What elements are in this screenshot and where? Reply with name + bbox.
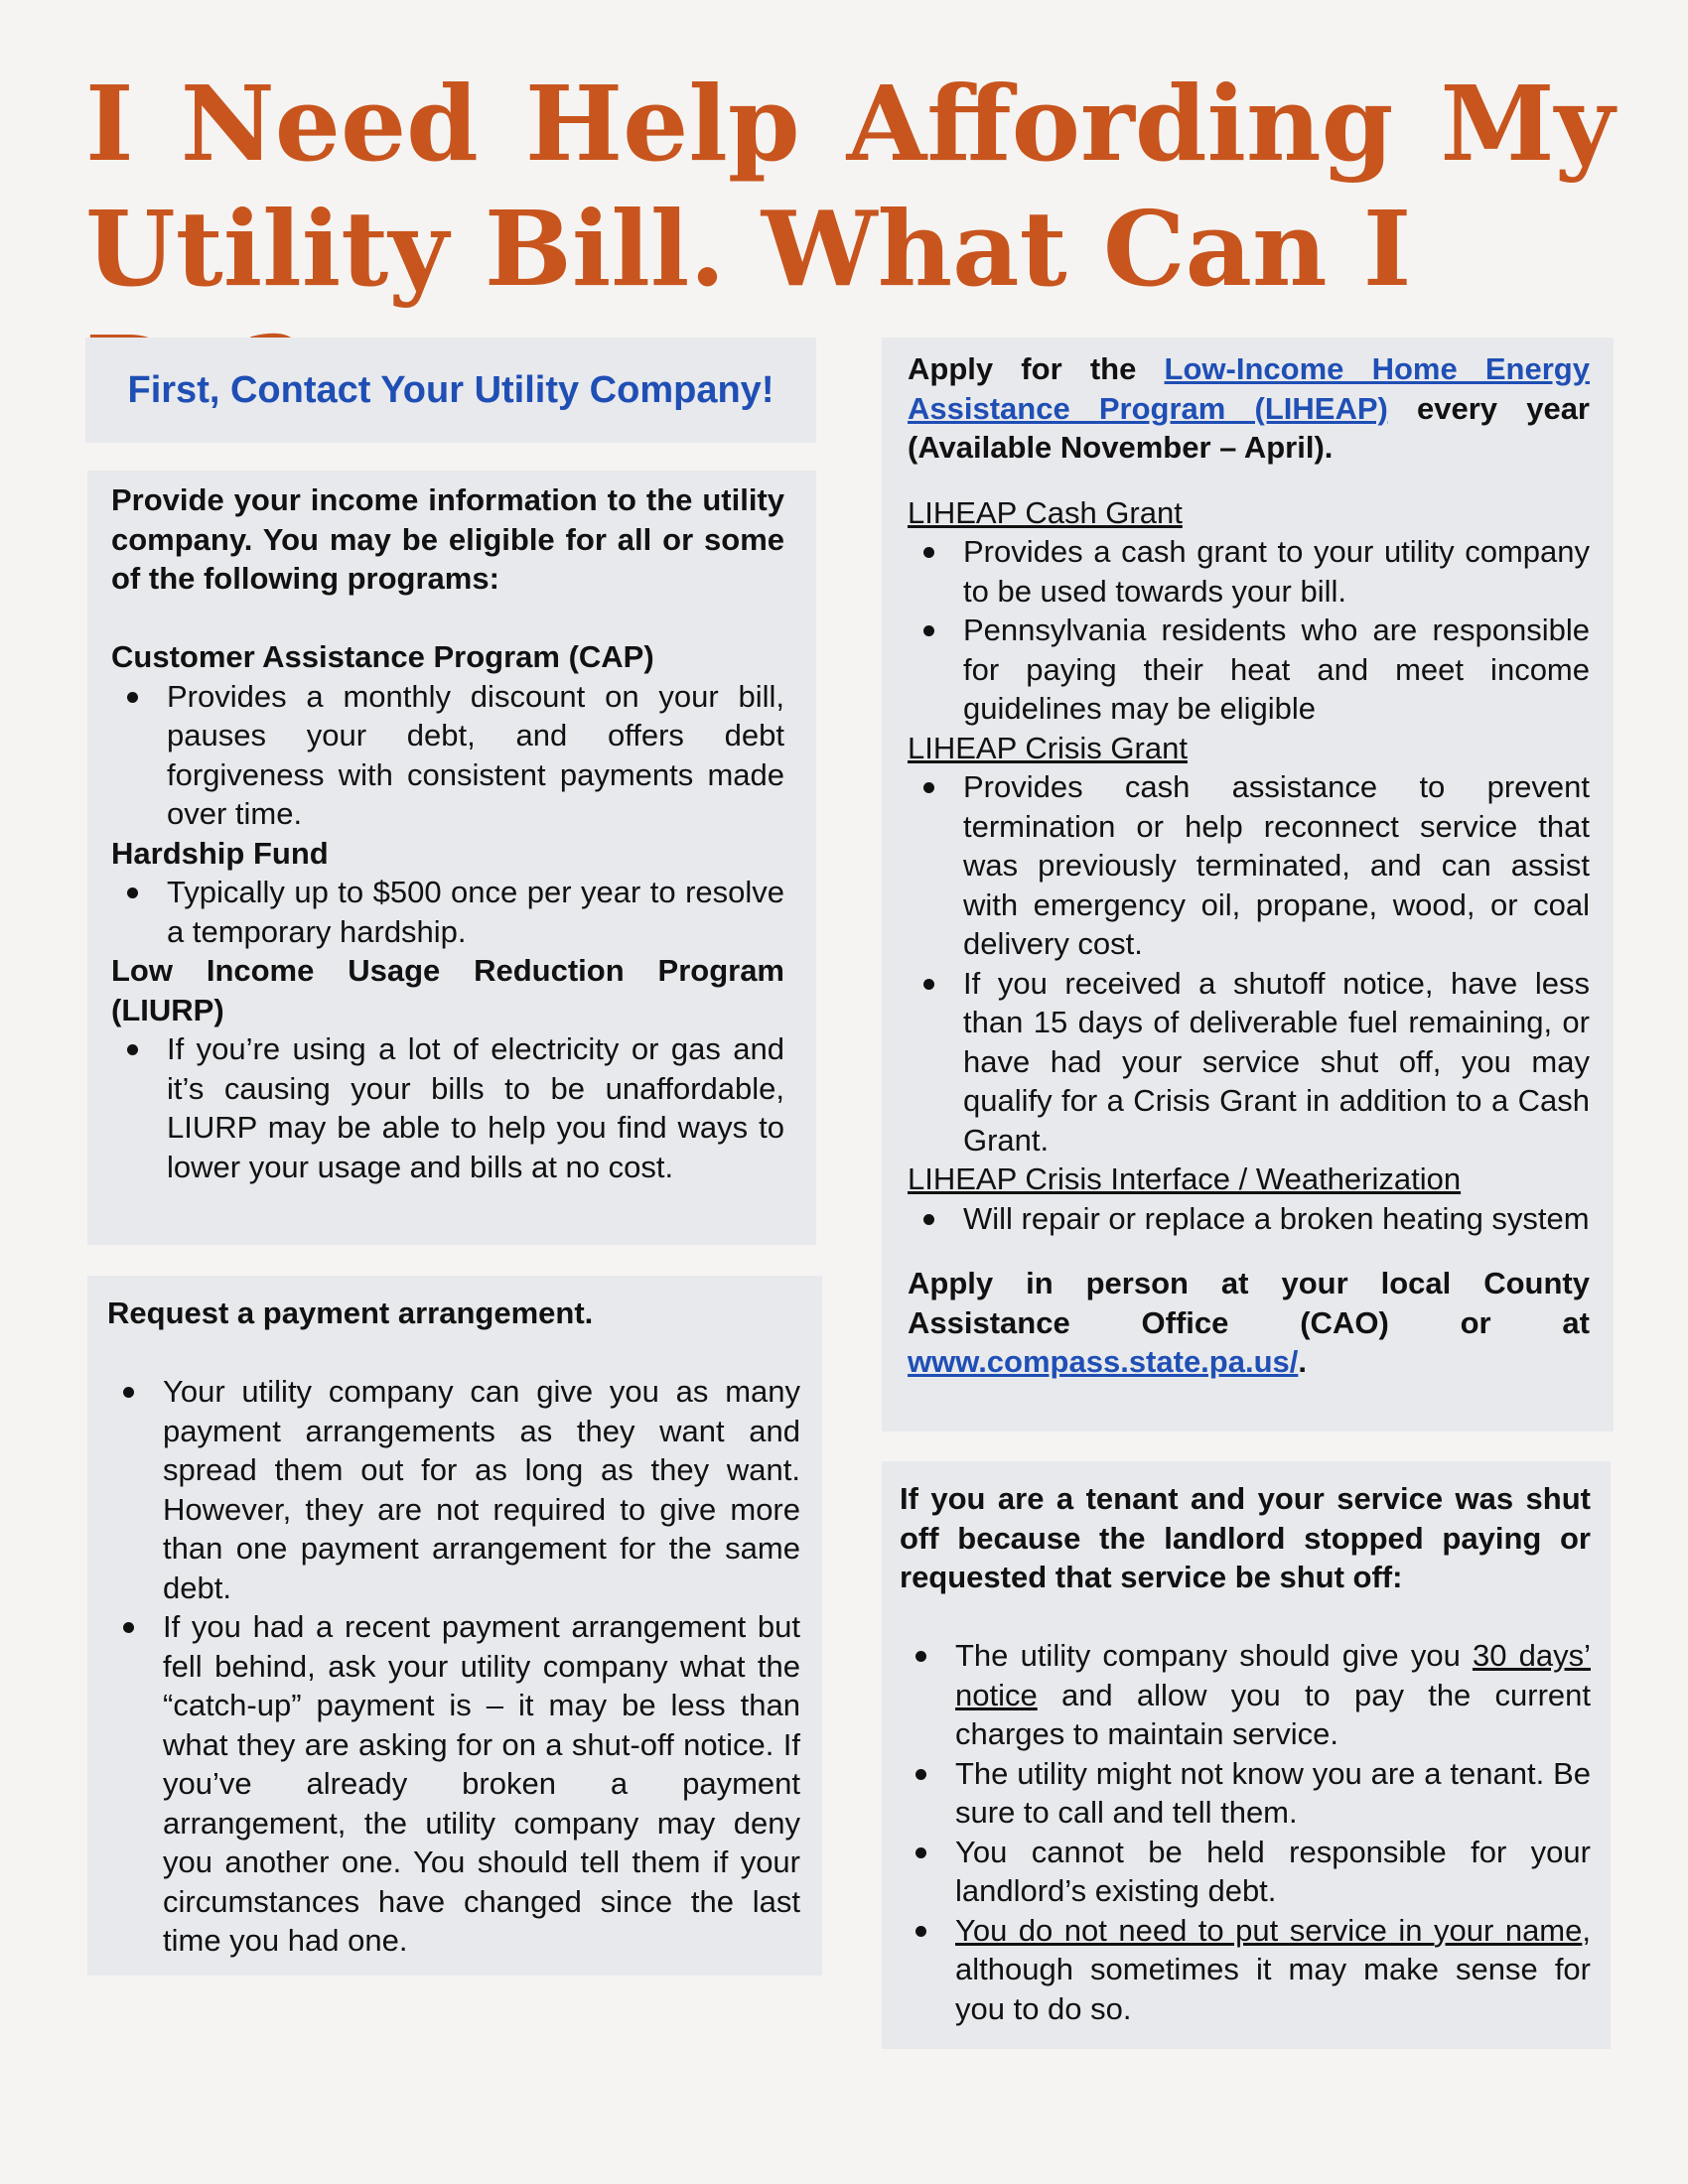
payment-arrangement-box (87, 1276, 822, 1976)
tenant-list (900, 1636, 1591, 2028)
service-name-note: You do not need to put service in your name (955, 1912, 1583, 1948)
liurp-heading: Low Income Usage Reduction Program (LIURP) (111, 953, 784, 1027)
bullet-icon (915, 1847, 926, 1858)
title-line-2: Utility Bill. What Can I (85, 188, 1412, 310)
list-item: The utility might not know you are a tenant. Be sure to call and tell them. (900, 1754, 1591, 1833)
cash-grant-list (908, 532, 1590, 729)
title-line-1: I Need Help Affording My (85, 63, 1615, 185)
bullet-icon (127, 1044, 138, 1055)
liurp-list (111, 1029, 784, 1186)
bullet-icon (923, 782, 934, 793)
liheap-program-link[interactable]: Low-Income Home Energy Assistance Program (LIHEAP) (908, 351, 1590, 426)
list-item: Provides cash assistance to prevent termination or help reconnect service that was previously terminated, and can assist with emergency oil, propane, wood, or coal delivery cost. (908, 767, 1590, 964)
hardship-list (111, 873, 784, 951)
list-item: Typically up to $500 once per year to resolve a temporary hardship. (111, 873, 784, 951)
list-item: Your utility company can give you as many payment arrangements as they want and spread them out for as long as they want. However, they are not required to give more than one payment arrangement for the same debt. (107, 1372, 800, 1607)
list-item: You do not need to put service in your name, although sometimes it may make sense for you to do so. (900, 1911, 1591, 2029)
cap-list (111, 677, 784, 834)
bullet-icon (923, 1214, 934, 1225)
list-item: Will repair or replace a broken heating system (908, 1199, 1590, 1239)
list-item: The utility company should give you 30 days’ notice and allow you to pay the current charges to maintain service. (900, 1636, 1591, 1754)
cap-heading: Customer Assistance Program (CAP) (111, 639, 654, 674)
tenant-heading: If you are a tenant and your service was shut off because the landlord stopped paying or requested that service be shut off: (900, 1481, 1591, 1594)
contact-utility-box (85, 338, 816, 443)
bullet-icon (915, 1651, 926, 1662)
bullet-icon (127, 692, 138, 703)
apply-in-person-text: Apply in person at your local County Assistance Office (CAO) or at www.compass.state.pa.us/. (908, 1266, 1590, 1379)
liheap-box (882, 338, 1614, 1432)
crisis-interface-heading: LIHEAP Crisis Interface / Weatherization (908, 1161, 1462, 1196)
income-programs-box (87, 471, 816, 1245)
bullet-icon (123, 1387, 134, 1398)
list-item: If you’re using a lot of electricity or gas and it’s causing your bills to be unaffordable, LIURP may be able to help you find ways to lower your usage and bills at no cost. (111, 1029, 784, 1186)
crisis-interface-list (908, 1199, 1590, 1239)
compass-link[interactable]: www.compass.state.pa.us/ (908, 1344, 1299, 1379)
list-item: If you received a shutoff notice, have less than 15 days of deliverable fuel remaining, or have had your service shut off, you may qualify for a Crisis Grant in addition to a Cash Grant. (908, 964, 1590, 1160)
payment-list (107, 1372, 800, 1961)
list-item: You cannot be held responsible for your landlord’s existing debt. (900, 1833, 1591, 1911)
cash-grant-heading: LIHEAP Cash Grant (908, 494, 1183, 530)
list-item: Pennsylvania residents who are responsible for paying their heat and meet income guidelines may be eligible (908, 611, 1590, 729)
bullet-icon (123, 1622, 134, 1633)
crisis-grant-heading: LIHEAP Crisis Grant (908, 730, 1188, 765)
list-item: Provides a monthly discount on your bill, pauses your debt, and offers debt forgiveness with consistent payments made over time. (111, 677, 784, 834)
payment-heading: Request a payment arrangement. (107, 1296, 594, 1330)
tenant-box (882, 1461, 1611, 2049)
list-item: Provides a cash grant to your utility company to be used towards your bill. (908, 532, 1590, 611)
bullet-icon (915, 1926, 926, 1937)
bullet-icon (915, 1769, 926, 1780)
contact-utility-heading: First, Contact Your Utility Company! (127, 368, 774, 411)
bullet-icon (923, 625, 934, 636)
list-item: If you had a recent payment arrangement but fell behind, ask your utility company what the “catch-up” payment is – it may be less than what they are asking for on a shut-off notice. If you’ve already broken a payment arrangement, the utility company may deny you another one. You should tell them if your circumstances have changed since the last time you had one. (107, 1607, 800, 1961)
crisis-grant-list (908, 767, 1590, 1160)
income-intro: Provide your income information to the utility company. You may be eligible for all or some of the following programs: (111, 482, 784, 596)
notice-period: 30 days’ notice (955, 1638, 1591, 1712)
hardship-heading: Hardship Fund (111, 835, 329, 871)
bullet-icon (127, 887, 138, 898)
bullet-icon (923, 547, 934, 558)
liheap-apply-text: Apply for the Low-Income Home Energy Assistance Program (LIHEAP) every year (Available November – April). (908, 351, 1590, 465)
bullet-icon (923, 979, 934, 990)
